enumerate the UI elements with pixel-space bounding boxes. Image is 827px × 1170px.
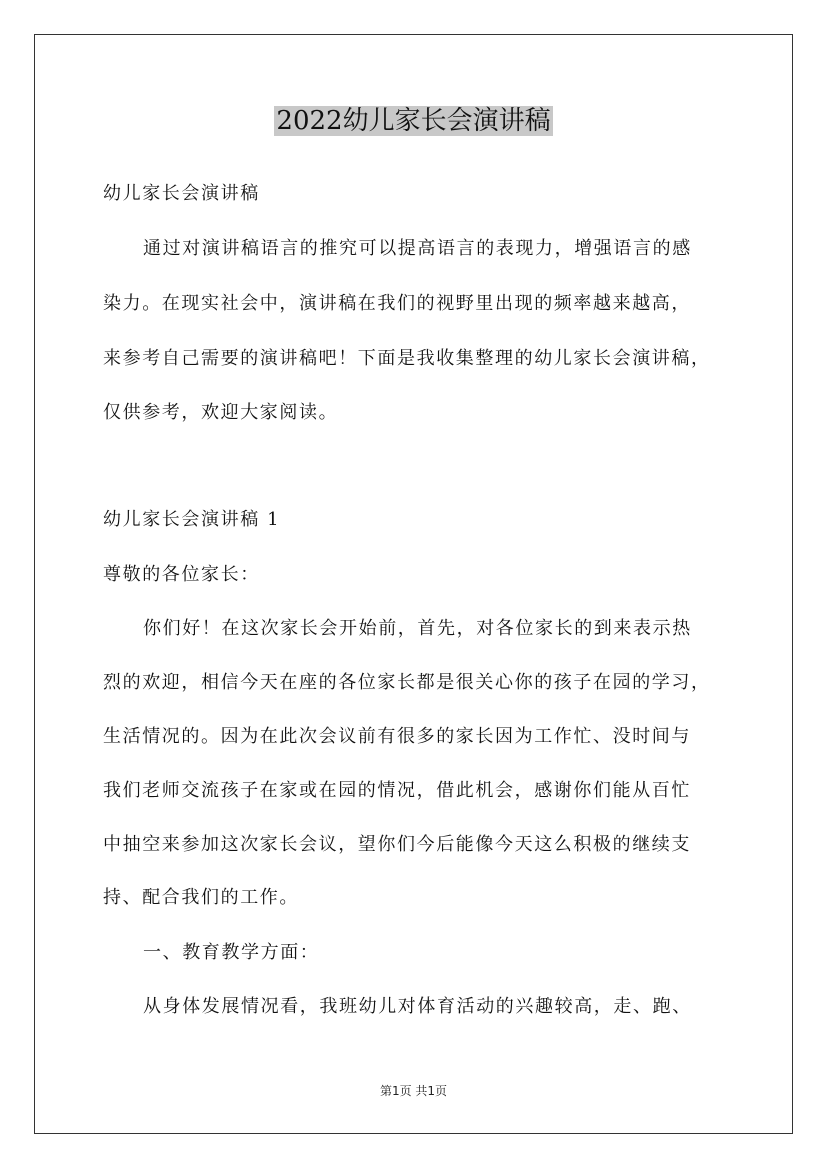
intro-line: 仅供参考，欢迎大家阅读。 [103, 402, 339, 423]
body-line: 烈的欢迎，相信今天在座的各位家长都是很关心你的孩子在园的学习， [103, 672, 711, 693]
body-line: 持、配合我们的工作。 [103, 887, 299, 908]
page-number: 第1页 共1页 [379, 1084, 448, 1098]
subheading: 一、教育教学方面： [143, 942, 320, 963]
body-line: 中抽空来参加这次家长会议，望你们今后能像今天这么积极的继续支 [103, 834, 691, 855]
salutation: 尊敬的各位家长： [103, 564, 260, 585]
document-title [0, 103, 827, 139]
intro-line: 通过对演讲稿语言的推究可以提高语言的表现力，增强语言的感 [143, 238, 692, 259]
intro-line: 来参考自己需要的演讲稿吧！下面是我收集整理的幼儿家长会演讲稿， [103, 348, 711, 369]
document-subtitle: 幼儿家长会演讲稿 [103, 183, 260, 204]
body-line: 你们好！在这次家长会开始前，首先，对各位家长的到来表示热 [143, 618, 692, 639]
body-line: 从身体发展情况看，我班幼儿对体育活动的兴趣较高，走、跑、 [143, 996, 692, 1017]
body-line: 生活情况的。因为在此次会议前有很多的家长因为工作忙、没时间与 [103, 726, 691, 747]
body-line: 我们老师交流孩子在家或在园的情况，借此机会，感谢你们能从百忙 [103, 780, 691, 801]
intro-line: 染力。在现实社会中，演讲稿在我们的视野里出现的频率越来越高， [103, 293, 691, 314]
document-title-text: 2022幼儿家长会演讲稿 [276, 106, 551, 136]
section-heading: 幼儿家长会演讲稿 1 [103, 509, 281, 530]
